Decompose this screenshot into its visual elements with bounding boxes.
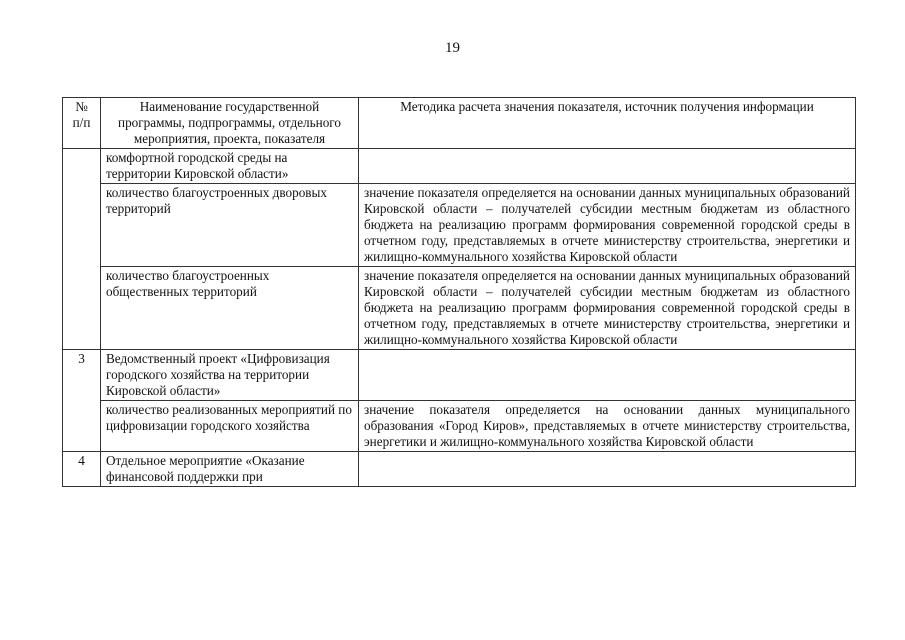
row-method: значение показателя определяется на основании данных муниципальных образований Кировской области – получателей субсидии местным бюджетам из областного бюджета на реализацию программ формирования современной городской среды в отчетном году, представляемых в отчете министерству строительства, энергетики и жилищно-коммунального хозяйства Кировской области (359, 184, 856, 267)
table-row (63, 184, 856, 267)
row-num: 4 (63, 452, 101, 487)
row-name: количество благоустроенных дворовых территорий (101, 184, 359, 267)
indicators-table (62, 97, 856, 487)
table-row (63, 149, 856, 184)
row-num (63, 184, 101, 267)
row-name: Отдельное мероприятие «Оказание финансовой поддержки при (101, 452, 359, 487)
table-row (63, 350, 856, 401)
row-method (359, 350, 856, 401)
row-method: значение показателя определяется на основании данных муниципальных образований Кировской области – получателей субсидии местным бюджетам из областного бюджета на реализацию программ формирования современной городской среды в отчетном году, представляемых в отчете министерству строительства, энергетики и жилищно-коммунального хозяйства Кировской области (359, 267, 856, 350)
header-method: Методика расчета значения показателя, источник получения информации (359, 98, 856, 149)
row-name: комфортной городской среды на территории Кировской области» (101, 149, 359, 184)
table-row (63, 401, 856, 452)
header-num: № п/п (63, 98, 101, 149)
row-method: значение показателя определяется на основании данных муниципального образования «Город Киров», представляемых в отчете министерству строительства, энергетики и жилищно-коммунального хозяйства Кировской области (359, 401, 856, 452)
row-num: 3 (63, 350, 101, 401)
row-name: количество благоустроенных общественных территорий (101, 267, 359, 350)
table-header-row (63, 98, 856, 149)
row-method (359, 149, 856, 184)
row-method (359, 452, 856, 487)
row-num (63, 401, 101, 452)
row-name: количество реализованных мероприятий по цифровизации городского хозяйства (101, 401, 359, 452)
header-name: Наименование государственной программы, подпрограммы, отдельного мероприятия, проекта, показателя (101, 98, 359, 149)
page-number: 19 (445, 40, 460, 56)
row-name: Ведомственный проект «Цифровизация городского хозяйства на территории Кировской области» (101, 350, 359, 401)
row-num (63, 267, 101, 350)
row-num (63, 149, 101, 184)
table-row (63, 267, 856, 350)
table-row (63, 452, 856, 487)
